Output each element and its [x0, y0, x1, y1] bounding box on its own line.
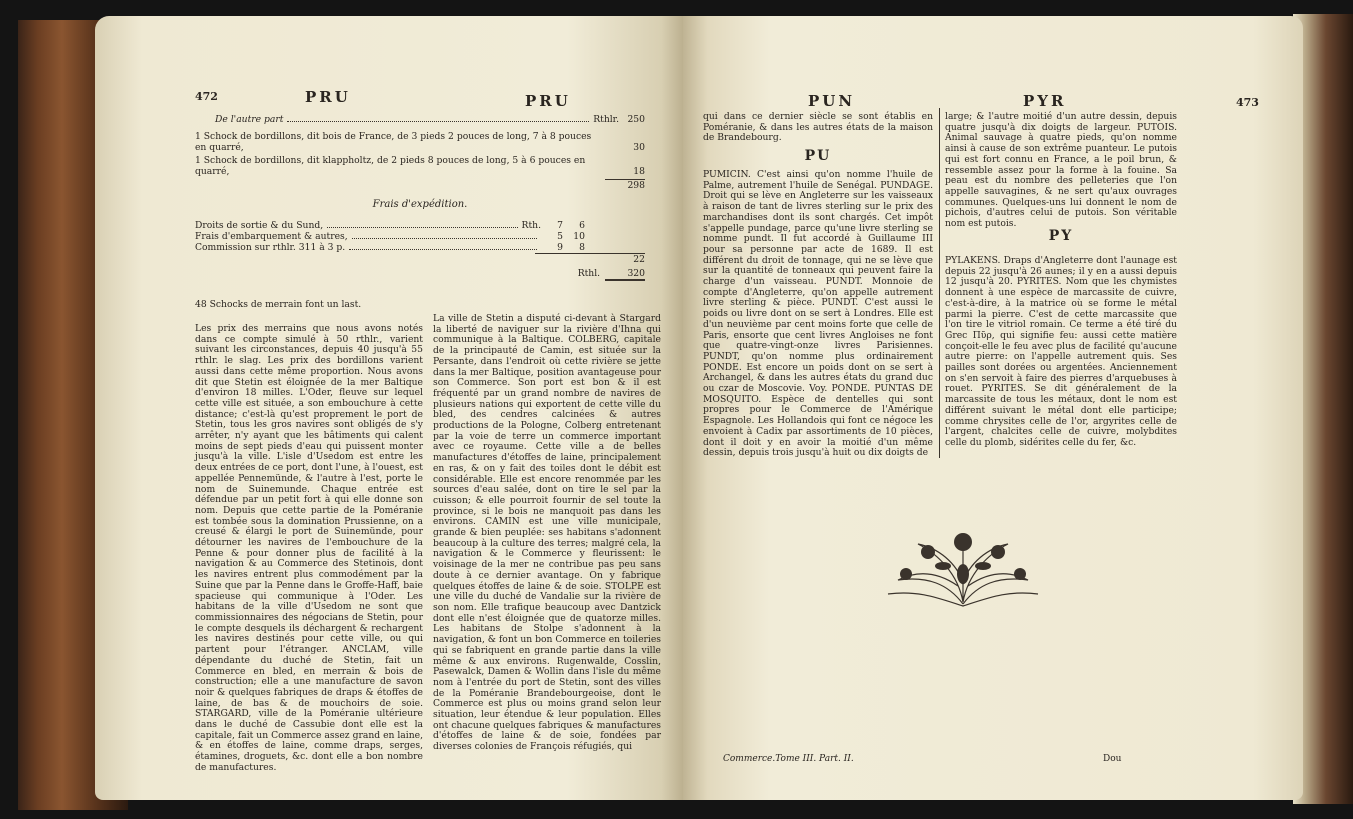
footer-catchword: Dou [1103, 754, 1122, 764]
section-heading-pu: PU [804, 148, 832, 164]
shipment-item: 1 Schock de bordillons, dit bois de France, de 3 pieds 2 pouces de long, 7 à 8 pouces en quarré, [195, 131, 592, 153]
running-head-right-b: PYR [1023, 92, 1067, 110]
total: 320 [627, 268, 645, 279]
right-page [683, 16, 1303, 800]
total-unit: Rthl. [577, 268, 601, 279]
right-column-1: PUMICIN. C'est ainsi qu'on nomme l'huile de Palme, autrement l'huile de Senégal. PUNDAGE. Droit qui se lève en Angleterre sur les vaisseaux à raison de tant de livres sterling sur le prix des marchandises dont ils sont chargés. Cet impôt s'appelle pundage, parce qu'une livre sterling se nomme pundt. Il fut accordé à Guillaume III pour sa personne par acte de 1689. Il est différent du droit de tonnage, qui ne se lève que sur la quantité de tonneaux qui peuvent faire la charge d'un vaisseau. PUNDT. Monnoie de compte d'Angleterre, qu'on appelle autrement livre sterling & pièce. PUNDT. C'est aussi le poids ou livre dont on se sert à Londres. Elle est d'un neuvième par cent moins forte que celle de Paris, ensorte que cent livres Angloises ne font que quatre-vingt-onze livres Parisiennes. PUNDT, qu'on nomme plus ordinairement PONDE. Est encore un poids dont on se sert à Archangel, & dans les autres états du grand duc ou czar de Moscovie. Voy. PONDE. PUNTAS DE MOSQUITO. Espèce de dentelles qui sont propres pour le Commerce de l'Amérique Espagnole. Les Hollandois qui font ce négoce les envoient à Cadix par assortiments de 10 pièces, dont il doit y en avoir la moitié d'un même dessin, depuis trois jusqu'à huit ou dix doigts de [703, 169, 933, 459]
left-column-1: Les prix des merrains que nous avons notés dans ce compte simulé à 50 rthlr., varient suivant les circonstances, depuis 40 jusqu'à 55 rthlr. le slag. Les prix des bordillons varient aussi dans cette même proportion. Nous avons dit que Stetin est éloignée de la mer Baltique d'environ 18 milles. L'Oder, fleuve sur lequel cette ville est située, a son embouchure à cette distance; c'est-là qu'est proprement le port de Stetin, tous les gros navires sont obligés de s'y arrêter, n'y ayant que les bâtiments qui calent moins de sept pieds d'eau qui puissent monter jusqu'à la ville. L'isle d'Usedom est entre les deux entrées de ce port, dont l'une, à l'ouest, est appellée Pennemünde, & l'autre à l'est, porte le nom de Suinemunde. Chaque entrée est défendue par un petit fort à qui elle donne son nom. Depuis que cette partie de la Poméranie est tombée sous la domination Prussienne, on a creusé & élargi le port de Suinemünde, pour détourner les navires de l'embouchure de la Penne & pour donner plus de facilité à la navigation & au Commerce des Stetinois, dont les navires entrent plus commodément par la Suine que par la Penne dans le Groffe-Haff, baie spacieuse qui communique à l'Oder. Les habitans de la ville d'Usedom ne sont que commissionnaires des négocians de Stetin, pour le compte desquels ils déchargent & rechargent les navires destinés pour cette ville, ou qui partent pour l'étranger. ANCLAM, ville dépendante du duché de Stetin, fait un Commerce en bled, en merrain & bois de construction; elle a une manufacture de savon noir & quelques fabriques de draps & étoffes de laine, de bas & de mouchoirs de soie. STARGARD, ville de la Poméranie ultérieure dans le duché de Cassubie dont elle est la capitale, fait un Commerce assez grand en laine, & en étoffes de laine, comme draps, serges, étamines, droguets, &c. dont elle a bon nombre de manufactures. [195, 323, 423, 773]
expense-b: 10 [573, 231, 585, 242]
expense-b: 8 [579, 242, 585, 253]
column-rule [939, 108, 940, 458]
footer-signature: Commerce.Tome III. Part. II. [723, 754, 854, 764]
expense-label: Droits de sortie & du Sund, [195, 220, 324, 231]
subheading-unit: Rthlr. [593, 114, 619, 125]
left-column-2: La ville de Stetin a disputé ci-devant à Stargard la liberté de naviguer sur la rivière d'Ihna qui communique à la Baltique. COLBERG, capitale de la principauté de Camin, est située sur la Persante, dans l'endroit où cette rivière se jette dans la mer Baltique, position avantageuse pour son Commerce. Son port est bon & il est fréquenté par un grand nombre de navires de plusieurs nations qui exportent de cette ville du bled, des cendres calcinées & autres productions de la Pologne, Colberg entretenant par la voie de terre un commerce important avec ce royaume. Cette ville a de belles manufactures d'étoffes de laine, principalement en ras, & on y fait des toiles dont le débit est considérable. Elle est encore renommée par les sources d'eau salée, dont on tire le sel par la cuisson; & elle pourroit fournir de sel toute la province, si le bois ne manquoit pas dans les environs. CAMIN est une ville municipale, grande & bien peuplée: ses habitans s'adonnent beaucoup à la culture des terres; malgré cela, la navigation & le Commerce y fleurissent: le voisinage de la mer ne contribue pas peu sans doute à ce dernier avantage. On y fabrique quelques étoffes de laine & de soie. STOLPE est une ville du duché de Vandalie sur la rivière de son nom. Elle trafique beaucoup avec Dantzick dont elle n'est éloignée que de quatorze milles. Les habitans de Stolpe s'adonnent à la navigation, & font un bon Commerce en toileries qui se fabriquent en grande partie dans la ville même & aux environs. Rugenwalde, Cosslin, Pasewalck, Damen & Wollin dans l'isle du même nom à l'entrée du port de Stetin, sont des villes de la Poméranie Brandebourgeoise, dont le Commerce est plus ou moins grand selon leur situation, leur étendue & leur population. Elles ont chacune quelques fabriques & manufactures d'étoffes de laine & de soie, fondées par diverses colonies de François réfugiés, qui [433, 313, 661, 753]
expense-a: 9 [557, 242, 563, 253]
expenses-total: 22 [633, 254, 645, 265]
subtotal: 298 [627, 180, 645, 191]
note: 48 Schocks de merrain font un last. [195, 299, 362, 310]
shipment-value: 18 [633, 166, 645, 177]
account-table [195, 114, 645, 281]
expenses-heading: Frais d'expédition. [372, 199, 468, 210]
running-head-right-a: PUN [808, 92, 856, 110]
expense-label: Frais d'embarquement & autres, [195, 231, 348, 242]
left-page [95, 16, 685, 800]
shipment-value: 30 [633, 142, 645, 153]
expense-unit: Rth. [521, 220, 541, 231]
expense-b: 6 [579, 220, 585, 231]
shipment-item: 1 Schock de bordillons, dit klappholtz, de 2 pieds 8 pouces de long, 5 à 6 pouces en quarré, [195, 155, 586, 177]
running-head-left-a: PRU [305, 88, 351, 106]
section-heading-py: PY [1048, 228, 1074, 244]
right-col1-intro: qui dans ce dernier siècle se sont établis en Poméranie, & dans les autres états de la maison de Brandebourg. [703, 111, 933, 144]
subheading-value: 250 [627, 114, 645, 125]
right-col2-intro: large; & l'autre moitié d'un autre dessin, depuis quatre jusqu'à dix doigts de largeur. PUTOIS. Animal sauvage à quatre pieds, qu'on nomme ainsi à cause de son extrême puanteur. Le putois qui est fort connu en France, a le poil brun, & ressemble assez pour la forme à la fouine. Sa peau est du nombre des pelleteries que l'on appelle sauvagines, & ne sert qu'aux ouvrages communes. Quelques-uns lui donnent le nom de pichois, d'autres celui de putois. Son véritable nom est putois. [945, 111, 1177, 230]
running-head-left-b: PRU [525, 92, 571, 110]
expense-a: 7 [557, 220, 563, 231]
page-number-left: 472 [195, 90, 218, 103]
expense-label: Commission sur rthlr. 311 à 3 p. [195, 242, 346, 253]
subheading: De l'autre part [215, 114, 284, 125]
page-number-right: 473 [1236, 96, 1259, 109]
expense-a: 5 [557, 231, 563, 242]
right-column-2: PYLAKENS. Draps d'Angleterre dont l'aunage est depuis 22 jusqu'à 26 aunes; il y en a aussi depuis 12 jusqu'à 20. PYRITES. Nom que les chymistes donnent à une espèce de marcassite de cuivre, c'est-à-dire, à la matrice où se forme le métal parmi la pierre. C'est de cette marcassite que l'on tire le vitriol romain. Ce terme a été tiré du Grec Πῦρ, qui signifie feu: aussi cette matière conçoit-elle le feu avec plus de facilité qu'aucune autre pierre: on l'appelle autrement quis. Ses pailles sont dorées ou argentées. Anciennement on s'en servoit à faire des pierres d'arquebuses à rouet. PYRITES. Se dit généralement de la marcassite de tous les métaux, dont le nom est différent suivant le métal dont elle participe; comme chrysites celle de l'or, argyrites celle de l'argent, chalcites celle de cuivre, molybdites celle du plomb, sidérites celle du fer, &c. [945, 255, 1177, 448]
floral-vignette-icon [868, 514, 1058, 614]
